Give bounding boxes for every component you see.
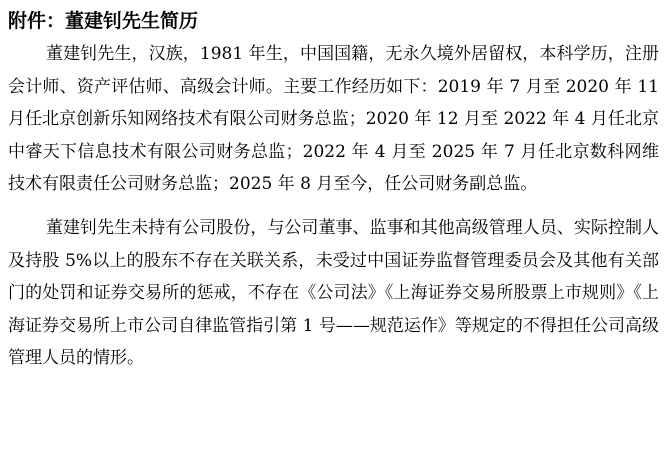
resume-paragraph-career: 董建钊先生，汉族，1981 年生，中国国籍，无永久境外居留权，本科学历，注册会计师、资产评估师、高级会计师。主要工作经历如下：2019 年 7 月至 2020 年 11 月任北京创新乐知网络技术有限公司财务总监；2020 年 12 月至 2022 年 4 月任北京中睿天下信息技术有限公司财务总监；2022 年 4 月至 2025 年 7 月任北京数科网维技术有限责任公司财务总监；2025 年 8 月至今，任公司财务副总监。 [8, 44, 659, 195]
document-heading: 附件：董建钊先生简历 [8, 10, 199, 32]
resume-paragraph-disclosure: 董建钊先生未持有公司股份，与公司董事、监事和其他高级管理人员、实际控制人及持股 5%以上的股东不存在关联关系，未受过中国证券监督管理委员会及其他有关部门的处罚和证券交易所的惩戒，不存在《公司法》《上海证券交易所股票上市规则》《上海证券交易所上市公司自律监管指引第 1 号——规范运作》等规定的不得担任公司高级管理人员的情形。 [8, 217, 659, 369]
